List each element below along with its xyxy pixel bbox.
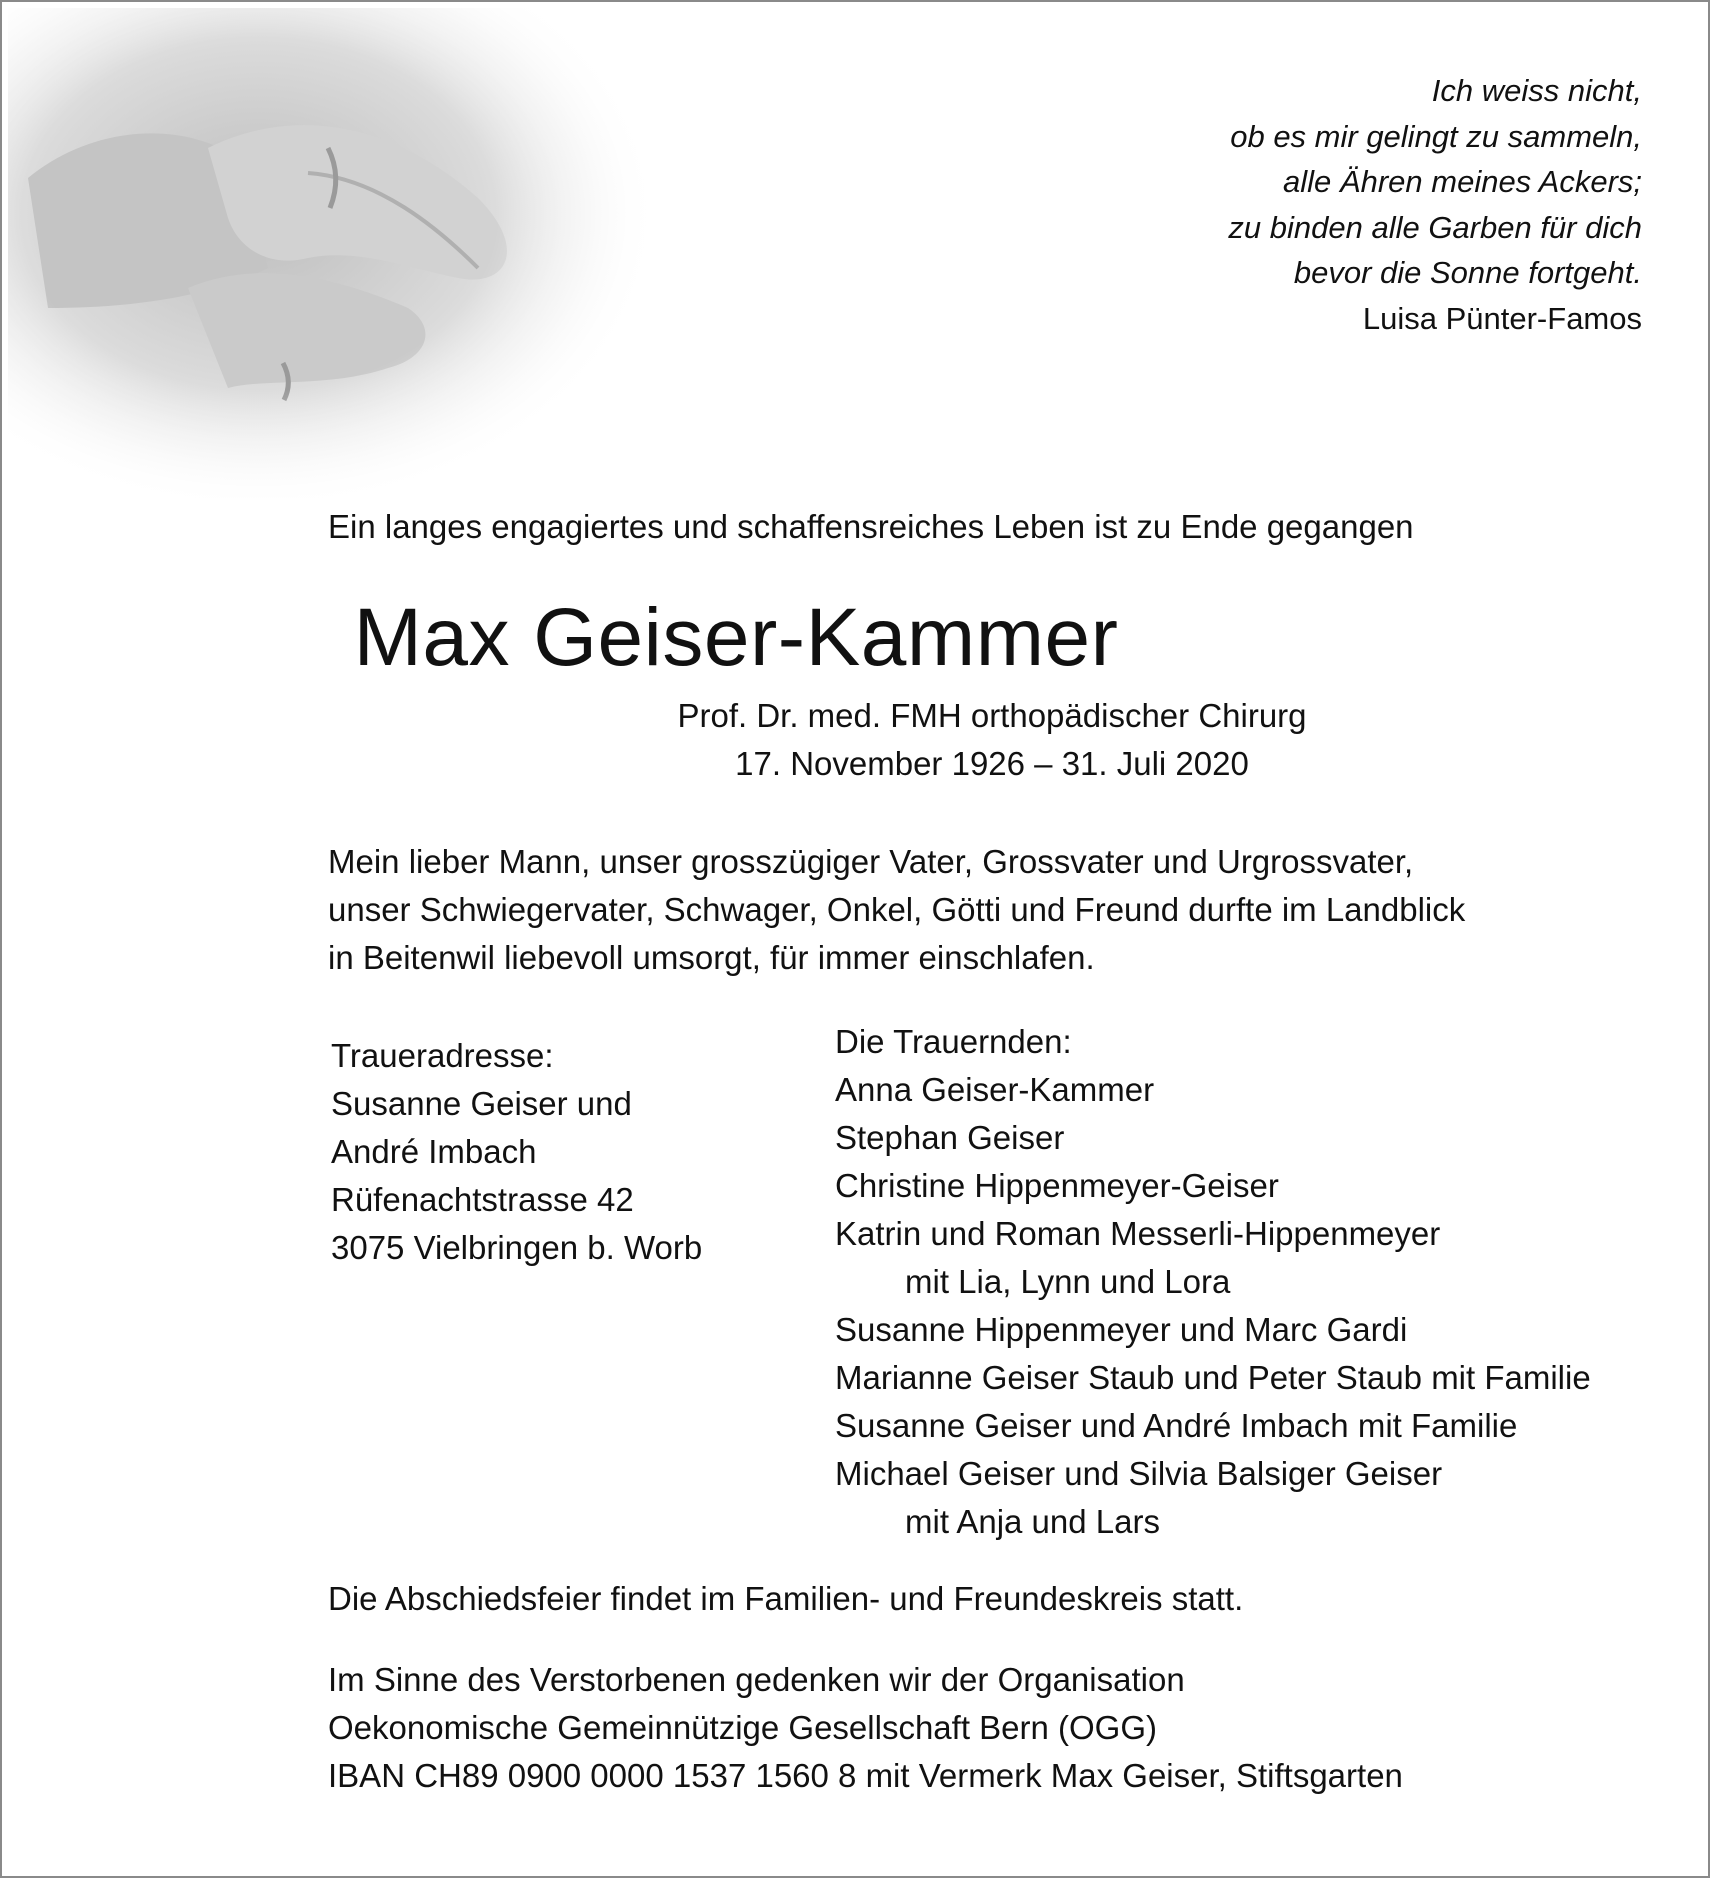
message-line: in Beitenwil liebevoll umsorgt, für immer einschlafen. bbox=[328, 939, 1095, 976]
mourner-entry: Christine Hippenmeyer-Geiser bbox=[835, 1167, 1279, 1204]
poem-line: Ich weiss nicht, bbox=[1431, 73, 1642, 108]
mourner-entry: Anna Geiser-Kammer bbox=[835, 1071, 1155, 1108]
poem-line: bevor die Sonne fortgeht. bbox=[1293, 255, 1642, 290]
message-line: unser Schwiegervater, Schwager, Onkel, Götti und Freund durfte im Landblick bbox=[328, 891, 1466, 928]
address-line: Susanne Geiser und bbox=[331, 1085, 632, 1122]
address-line: Rüfenachtstrasse 42 bbox=[331, 1181, 634, 1218]
hands-photo bbox=[8, 8, 668, 498]
address-line: 3075 Vielbringen b. Worb bbox=[331, 1229, 703, 1266]
donation-note bbox=[328, 1656, 1403, 1800]
address-heading: Traueradresse: bbox=[331, 1037, 554, 1074]
mourner-entry: Stephan Geiser bbox=[835, 1119, 1065, 1156]
poem-line: ob es mir gelingt zu sammeln, bbox=[1230, 118, 1642, 154]
mourner-subentry: mit Lia, Lynn und Lora bbox=[905, 1263, 1231, 1300]
deceased-title: Prof. Dr. med. FMH orthopädischer Chirurg bbox=[677, 697, 1307, 734]
address-line: André Imbach bbox=[331, 1133, 537, 1170]
message-paragraph bbox=[328, 838, 1465, 982]
mourner-entry: Marianne Geiser Staub und Peter Staub mit Familie bbox=[835, 1359, 1591, 1396]
mourner-entry: Katrin und Roman Messerli-Hippenmeyer bbox=[835, 1215, 1441, 1252]
poem bbox=[1228, 68, 1642, 341]
donation-line: Oekonomische Gemeinnützige Gesellschaft Bern (OGG) bbox=[328, 1709, 1158, 1746]
donation-iban: IBAN CH89 0900 0000 1537 1560 8 mit Vermerk Max Geiser, Stiftsgarten bbox=[328, 1757, 1403, 1794]
donation-line: Im Sinne des Verstorbenen gedenken wir der Organisation bbox=[328, 1661, 1185, 1698]
mourner-entry: Susanne Geiser und André Imbach mit Familie bbox=[835, 1407, 1518, 1444]
poem-line: alle Ähren meines Ackers; bbox=[1283, 164, 1642, 199]
poem-author: Luisa Pünter-Famos bbox=[1362, 300, 1642, 336]
deceased-dates: 17. November 1926 – 31. Juli 2020 bbox=[735, 745, 1249, 782]
message-line: Mein lieber Mann, unser grosszügiger Vater, Grossvater und Urgrossvater, bbox=[328, 843, 1414, 880]
deceased-name-text: Max Geiser-Kammer bbox=[353, 592, 1119, 683]
mourner-entry: Michael Geiser und Silvia Balsiger Geiser bbox=[835, 1455, 1443, 1492]
mourner-subentry: mit Anja und Lars bbox=[905, 1503, 1160, 1540]
farewell-note: Die Abschiedsfeier findet im Familien- und Freundeskreis statt. bbox=[328, 1580, 1244, 1617]
mourners-heading: Die Trauernden: bbox=[835, 1023, 1072, 1060]
mourner-entry: Susanne Hippenmeyer und Marc Gardi bbox=[835, 1311, 1408, 1348]
intro-text: Ein langes engagiertes und schaffensreiches Leben ist zu Ende gegangen bbox=[328, 508, 1414, 545]
mourning-address bbox=[331, 1032, 702, 1272]
poem-line: zu binden alle Garben für dich bbox=[1228, 209, 1642, 245]
deceased-name bbox=[0, 590, 1724, 686]
mourners-list bbox=[835, 1018, 1591, 1546]
